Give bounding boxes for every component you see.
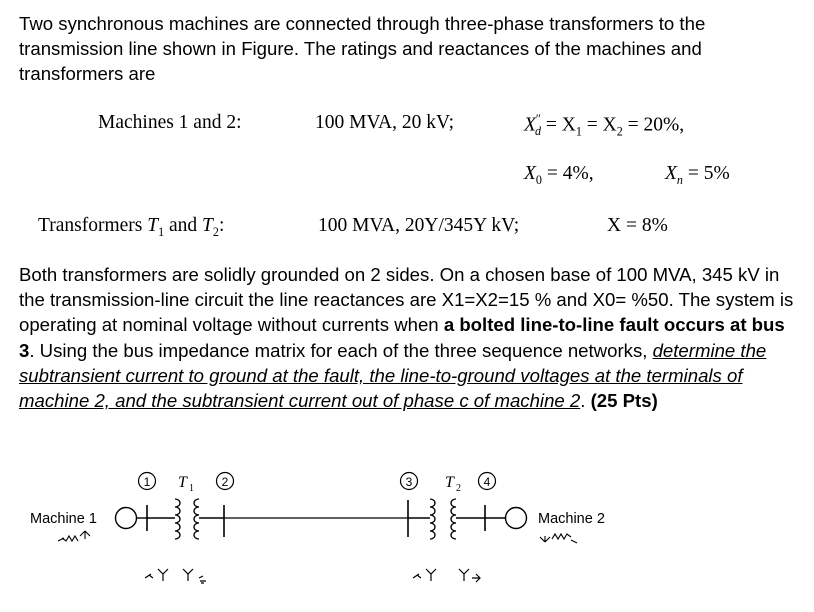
t2-wye-grounded-icon: [413, 569, 480, 582]
problem-text-2: . Using the bus impedance matrix for each of the three sequence networks,: [29, 339, 653, 361]
machine-2-grounding-icon: [540, 534, 577, 543]
transformers-x: X = 8%: [607, 215, 668, 236]
t1-wye-grounded-icon: [145, 569, 206, 583]
svg-text:3: 3: [405, 475, 413, 489]
x-percent: = 20%,: [627, 114, 685, 136]
transformers-label: Transformers $T_1$ and $T_2$:: [38, 215, 225, 239]
xn-value: = 5%: [687, 163, 730, 184]
bus-3-marker: [401, 473, 418, 490]
machine-1-grounding-icon: [58, 531, 90, 541]
svg-text:T: T: [445, 474, 454, 491]
svg-text:T: T: [178, 474, 187, 491]
problem-text-3: .: [580, 390, 591, 412]
problem-text-1: Both transformers are solidly grounded on 2 sides. On a chosen base of 100 MVA, 345 kV in the transmission-line circuit the line reactances are X1=X2=15 % and X0= %50. The system is operating at nominal voltage without currents when: [19, 264, 794, 336]
task-statement: determine the subtransient current to ground at the fault, the line-to-ground voltages at the terminals of machine 2, and the subtransient current out of phase c of machine 2: [19, 339, 767, 412]
machine-2-label: Machine 2: [538, 511, 605, 527]
machines-xn: $X_n = 5\%$: [665, 163, 730, 187]
svg-text:1: 1: [189, 483, 194, 494]
t2-label: [445, 474, 461, 494]
machines-x0: $X_0 = 4\%$,: [524, 163, 594, 187]
svg-text:2: 2: [221, 475, 229, 489]
transformer-t2-symbol: [430, 499, 456, 539]
bus-2-marker: [217, 473, 234, 490]
fault-statement: a bolted line-to-line fault occurs at bus 3: [19, 314, 785, 361]
transformer-t1-symbol: [175, 499, 199, 539]
eq-x2: = X: [586, 114, 617, 136]
svg-text:4: 4: [483, 475, 491, 489]
points-label: (25 Pts): [590, 390, 658, 412]
problem-paragraph: [19, 262, 803, 413]
machines-reactance-equation: $X''_d = X_1 = X_2 = 20\%$,: [524, 112, 685, 139]
bus-1-marker: [139, 473, 156, 490]
and-word: and: [169, 215, 198, 236]
transformers-word: Transformers: [38, 215, 143, 236]
bus-4-marker: [479, 473, 496, 490]
machine-1-label: Machine 1: [30, 511, 97, 527]
t1-label: [178, 474, 194, 494]
intro-paragraph: Two synchronous machines are connected through three-phase transformers to the transmission line shown in Figure. The ratings and reactances of the machines and transformers are: [19, 13, 706, 85]
svg-text:1: 1: [143, 475, 151, 489]
machine-2-symbol: [506, 508, 527, 529]
svg-text:2: 2: [456, 483, 461, 494]
machines-rating: 100 MVA, 20 kV;: [315, 112, 455, 133]
machine-1-symbol: [116, 508, 137, 529]
eq-x1: = X: [545, 114, 576, 136]
one-line-diagram: [0, 460, 814, 610]
machines-label: Machines 1 and 2:: [98, 112, 242, 133]
x0-value: = 4%,: [546, 163, 594, 184]
transformers-rating: 100 MVA, 20Y/345Y kV;: [318, 215, 520, 236]
